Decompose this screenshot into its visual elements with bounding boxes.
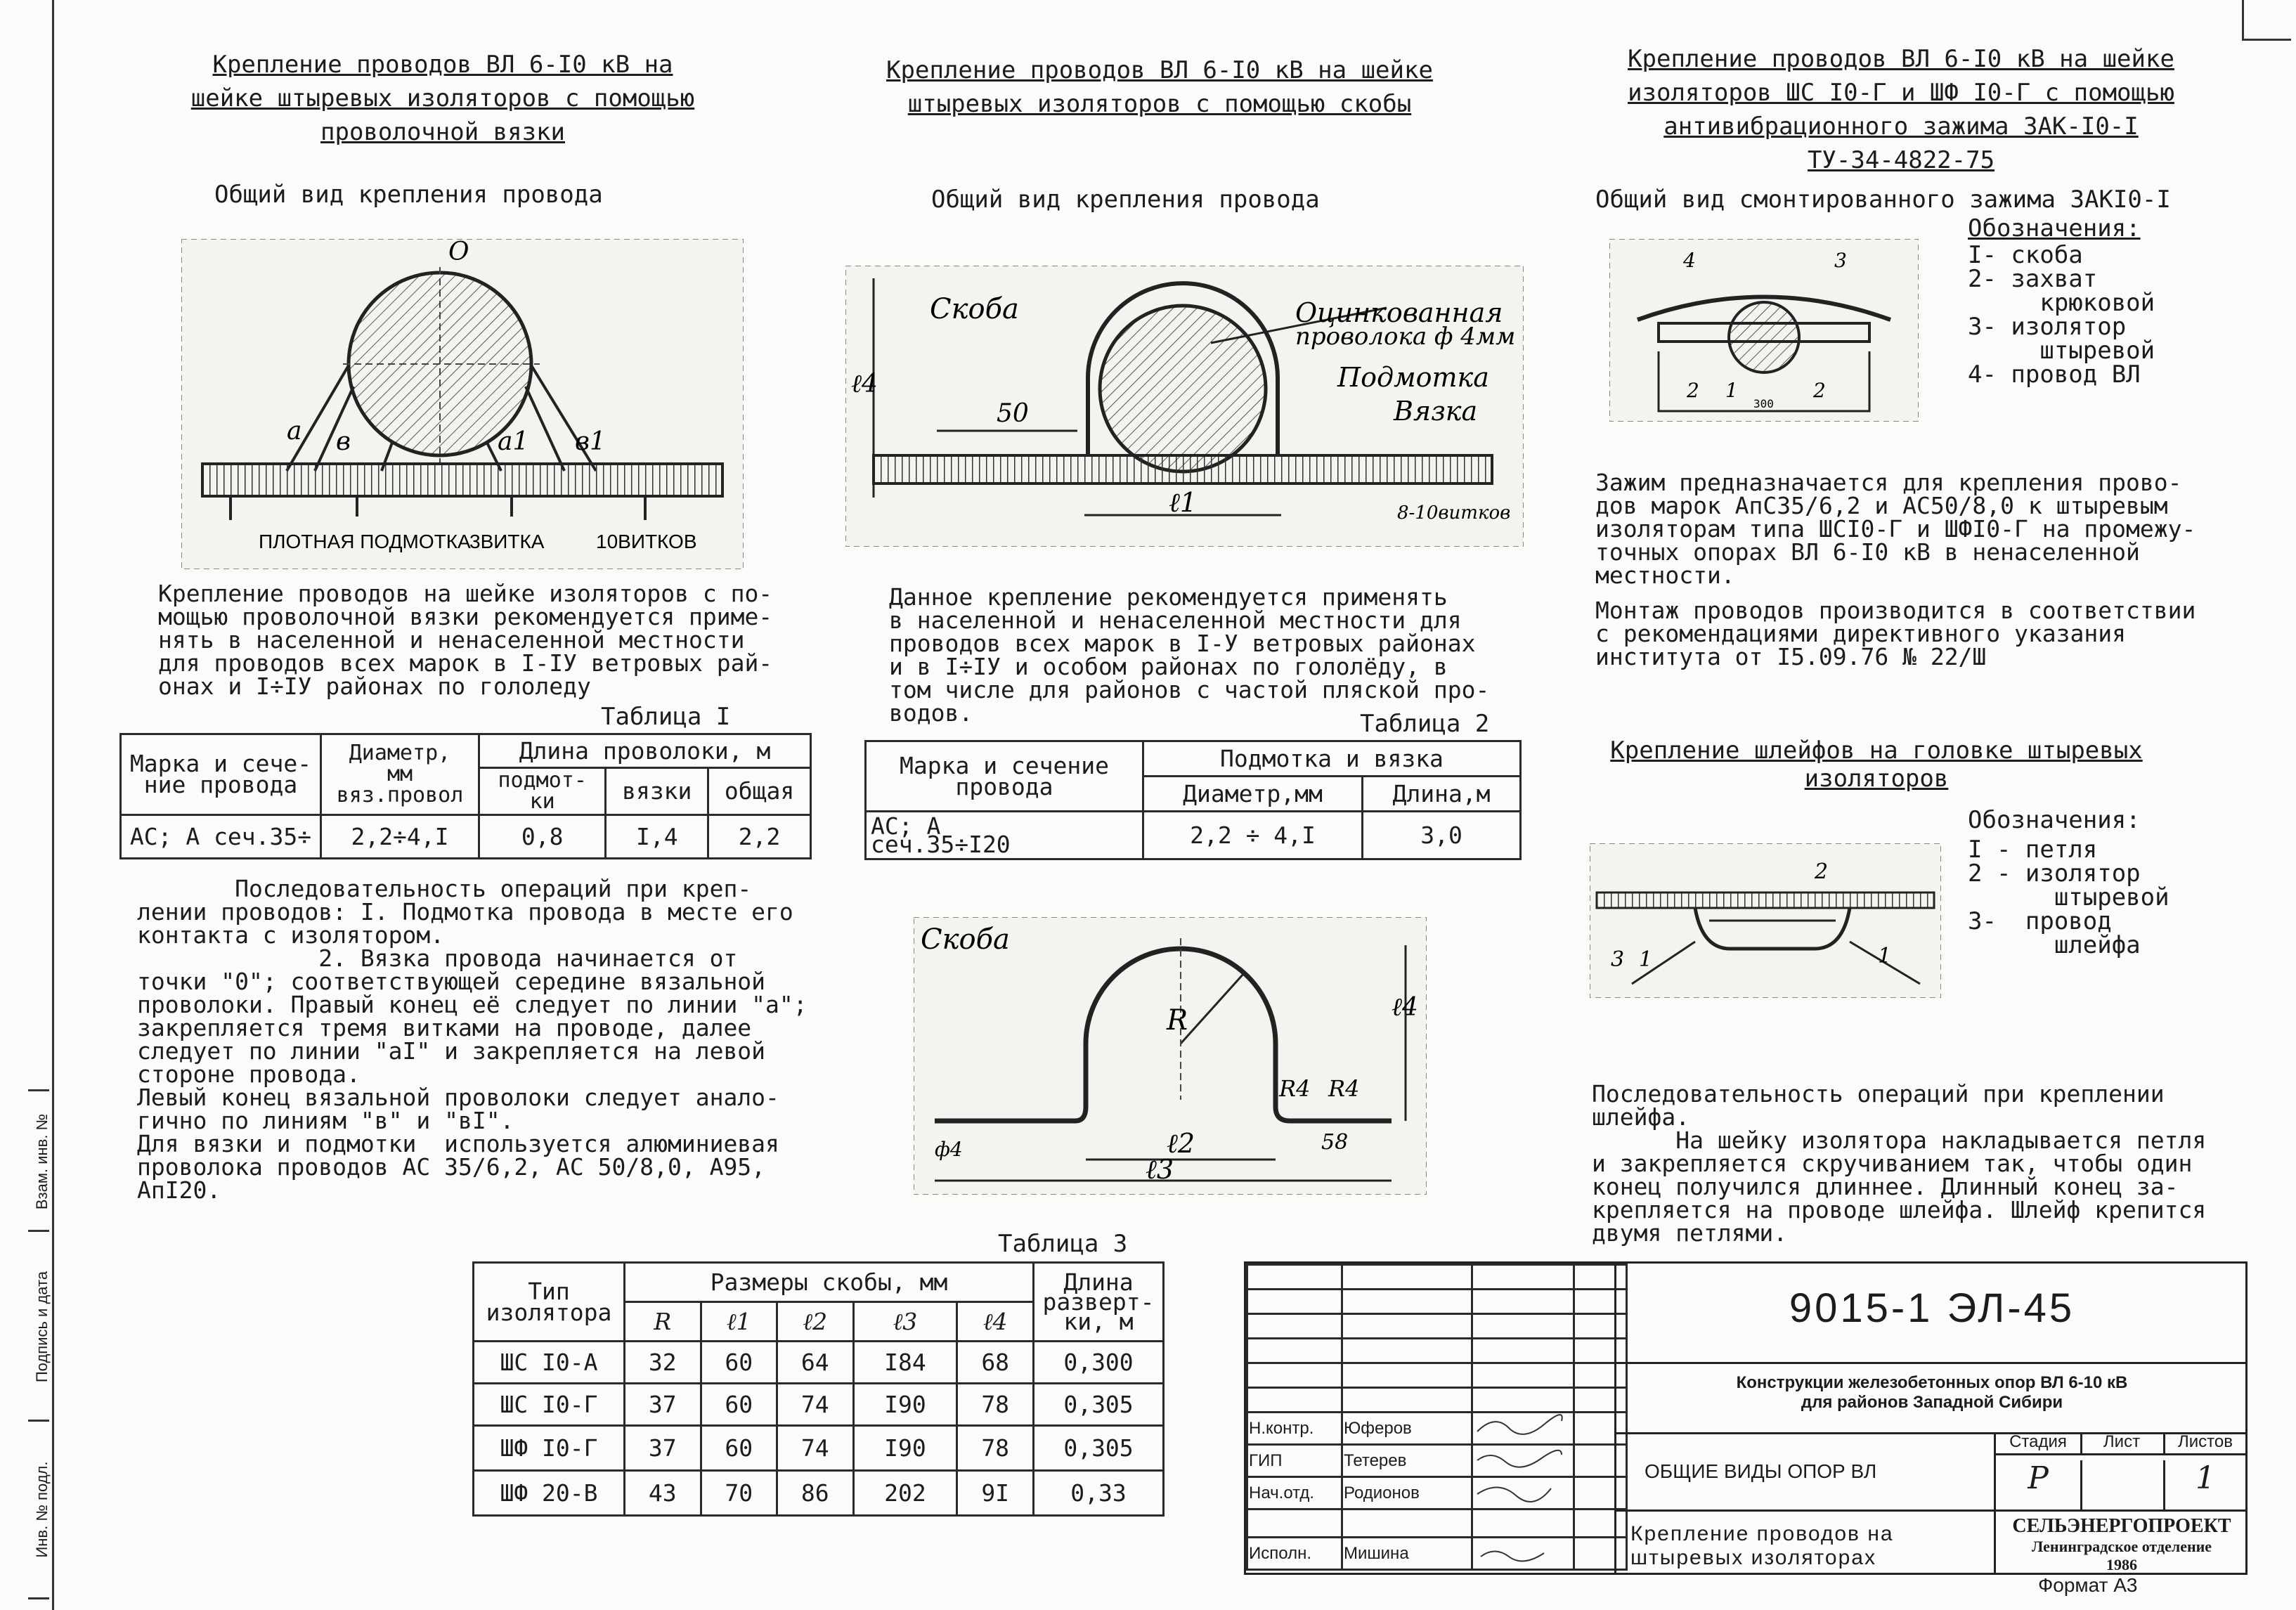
table3-col: R (625, 1302, 701, 1342)
table-row (474, 1342, 1164, 1384)
table-row (1247, 1413, 1627, 1445)
stamp-project-cell (1614, 1362, 2248, 1434)
clamp-n4: 4 (1683, 249, 1696, 272)
table3-h-len: Длина разверт- ки, м (1034, 1263, 1164, 1342)
legend-item: 2- захват (1968, 265, 2098, 293)
left-title (155, 48, 731, 149)
right-text2: Монтаж проводов производится в соответствии с рекомендациями директивного указания института от I5.09.76 № 22/Ш (1595, 597, 2196, 670)
table3-cell: 0,305 (1034, 1384, 1164, 1426)
sign-role: Н.контр. (1247, 1413, 1342, 1445)
signature-mark (1474, 1446, 1565, 1470)
label-l1: ℓ1 (1169, 487, 1198, 518)
table-row (474, 1384, 1164, 1426)
sign-name: Тетерев (1342, 1445, 1472, 1477)
label-skoba2: Скоба (921, 923, 1010, 956)
stamp-sheet-title-cell (1614, 1432, 1996, 1512)
table1-cell: 2,2÷4,I (321, 815, 479, 859)
table3-cell: 202 (853, 1471, 957, 1516)
signature (1472, 1445, 1574, 1477)
table-row (1247, 1477, 1627, 1510)
table-row (121, 815, 811, 859)
loop-n2: 2 (1815, 859, 1829, 884)
sheet-value (2080, 1460, 2165, 1510)
label-d4: ф4 (935, 1138, 963, 1161)
bracket-outline (935, 949, 1392, 1121)
loop-drawing (1590, 843, 1941, 998)
middle-figure2 (914, 917, 1427, 1195)
table3-caption: Таблица 3 (998, 1230, 1128, 1258)
right-subtitle: Общий вид смонтированного зажима ЗАКI0-I (1595, 186, 2171, 214)
label-a: a (287, 417, 302, 446)
legend2-item: шлейфа (1968, 931, 2141, 959)
label-l4-2: ℓ4 (1392, 993, 1418, 1022)
table-row (474, 1426, 1164, 1471)
table3-cell: 32 (625, 1342, 701, 1384)
signature-mark (1474, 1479, 1565, 1502)
sign-name: Юферов (1342, 1413, 1472, 1445)
table1-caption: Таблица I (601, 703, 731, 731)
table3-cell: ШФ 20-В (474, 1471, 625, 1516)
right-figure2 (1590, 843, 1941, 998)
table3-cell: ШС I0-А (474, 1342, 625, 1384)
table-row (866, 812, 1521, 859)
right-text1: Зажим предназначается для крепления прово- дов марок АпС35/6,2 и АС50/8,0 к штыревым изоляторам типа ШСI0-Г и ШФI0-Г на промежу- точных опорах ВЛ 6-I0 кВ в ненаселенной местности. (1595, 469, 2196, 589)
legend2-title: Обозначения: (1968, 806, 2141, 834)
table3-cell: 0,33 (1034, 1471, 1164, 1516)
org-year: 1986 (2106, 1556, 2137, 1573)
label-l3: ℓ3 (1146, 1154, 1174, 1185)
table3-cell: 60 (701, 1426, 777, 1471)
label-50: 50 (997, 399, 1029, 428)
table3-h-dims: Размеры скобы, мм (625, 1263, 1034, 1302)
left-figure (181, 239, 744, 569)
signature (1472, 1477, 1574, 1510)
stamp-code-cell (1614, 1264, 2248, 1364)
table3-cell: 74 (777, 1426, 854, 1471)
margin-label-sign: Подпись и дата (33, 1271, 51, 1383)
legend2-item: I - петля (1968, 836, 2098, 864)
right-legend2 (1968, 808, 2169, 957)
margin-cell-inv (28, 1420, 49, 1599)
legend-item: 4- провод ВЛ (1968, 361, 2141, 389)
signature-mark (1474, 1414, 1565, 1438)
table1-h-mark: Марка и сече- ние провода (121, 734, 321, 815)
left-text2: Последовательность операций при креп- лении проводов: I. Подмотка провода в месте его контакта с изолятором. 2. Вязка провода начинается от точки "0"; соответствующей середине вязальной проволоки. Правый конец её следует по линии "а"; закрепляется тремя витками на проводе, далее следует по линии "аI" и закрепляется на левой стороне провода. Левый конец вязальной проволоки следует анало- гично по линиям "в" и "вI". Для вязки и подмотки используется алюминиевая проволока проводов АС 35/6,2, АС 50/8,0, А95, АпI20. (137, 875, 808, 1204)
table1-cell: 0,8 (479, 815, 606, 859)
legend-title: Обозначения: (1968, 214, 2141, 242)
format-label: Формат А3 (2038, 1574, 2138, 1596)
table2-h-len: Длина,м (1363, 777, 1521, 812)
legend2-item: 2 - изолятор (1968, 859, 2141, 888)
label-R: R (1167, 1004, 1188, 1037)
label-podmotka: Подмотка (1337, 362, 1489, 393)
signature (1472, 1538, 1574, 1570)
table2-h-mark: Марка и сечение провода (866, 741, 1143, 812)
label-skoba: Скоба (930, 293, 1019, 325)
table1-cell: 2,2 (708, 815, 811, 859)
right-title2-line1: Крепление шлейфов на головке штыревых (1610, 736, 2143, 765)
table3-cell: 70 (701, 1471, 777, 1516)
table1-h-len: Длина проволоки, м (479, 734, 811, 768)
label-three-turns: 3ВИТКА (469, 531, 545, 552)
table3-cell: 86 (777, 1471, 854, 1516)
legend-item: I- скоба (1968, 241, 2083, 269)
sign-role: Нач.отд. (1247, 1477, 1342, 1510)
wire-coil (202, 464, 722, 496)
loop-n1b: 1 (1878, 944, 1892, 968)
label-r4b: R4 (1328, 1075, 1360, 1102)
table3-col: ℓ1 (701, 1302, 777, 1342)
table3-cell: I84 (853, 1342, 957, 1384)
bracket-dimensions-drawing (914, 917, 1427, 1195)
table3-cell: 37 (625, 1426, 701, 1471)
table3-col: ℓ3 (853, 1302, 957, 1342)
margin-cell-replace (28, 1089, 49, 1232)
table3-cell: ШС I0-Г (474, 1384, 625, 1426)
table1-h-podm: подмот- ки (479, 768, 606, 815)
label-l2: ℓ2 (1167, 1128, 1195, 1159)
left-title-line3: проволочной вязки (320, 118, 565, 146)
legend2-item: 3- провод (1968, 907, 2112, 935)
right-title-line1: Крепление проводов ВЛ 6-I0 кВ на шейке (1628, 45, 2174, 73)
label-58: 58 (1321, 1130, 1349, 1155)
binding-margin (0, 0, 54, 1610)
signature (1472, 1413, 1574, 1445)
table3-col: ℓ4 (957, 1302, 1034, 1342)
table3-h-type: Тип изолятора (474, 1263, 625, 1342)
table3-cell: 78 (957, 1426, 1034, 1471)
corner-mark (2242, 0, 2244, 39)
table-row (474, 1471, 1164, 1516)
right-title2-line2: изоляторов (1804, 765, 1949, 793)
sign-name: Родионов (1342, 1477, 1472, 1510)
label-ten-turns: 10ВИТКОВ (596, 531, 697, 552)
left-title-line1: Крепление проводов ВЛ 6-I0 кВ на (212, 51, 673, 79)
stamp-org-cell (1994, 1510, 2248, 1573)
clamp-drawing (1609, 239, 1919, 422)
project-title: Конструкции железобетонных опор ВЛ 6-10 кВ (1736, 1373, 2128, 1392)
table2 (864, 740, 1522, 860)
clamp-n3: 3 (1834, 249, 1847, 272)
middle-text1: Данное крепление рекомендуется применять в населенной и ненаселенной местности для проводов всех марок в I-У ветровых районах и в I÷IУ и особом районах по гололёду, в том числе для районов с частой пляской про- водов. (889, 583, 1490, 727)
right-title-line3: антивибрационного зажима ЗАК-I0-I (1663, 112, 2139, 141)
table1-h-total: общая (708, 768, 811, 815)
stamp-drawing-title-cell (1614, 1510, 1996, 1573)
table3-cell: 37 (625, 1384, 701, 1426)
title-block (1244, 1261, 2248, 1575)
signature-mark (1474, 1539, 1565, 1563)
middle-figure1 (845, 266, 1524, 547)
clamp-n2b: 2 (1813, 379, 1826, 402)
right-legend (1968, 216, 2155, 387)
stage-header: Стадия (1996, 1432, 2082, 1455)
label-o: O (448, 239, 469, 266)
sheets-value: 1 (2196, 1460, 2215, 1496)
label-a1: a1 (498, 427, 529, 456)
label-b: в (336, 427, 351, 456)
table2-caption: Таблица 2 (1360, 710, 1490, 738)
table3-cell: 43 (625, 1471, 701, 1516)
org-branch: Ленинградское отделение (2031, 1538, 2212, 1555)
left-text1: Крепление проводов на шейке изоляторов с по- мощью проволочной вязки рекомендуется приме- нять в населенной и ненаселенной местности для проводов всех марок в I-IУ ветровых рай- онах и I÷IУ районах по гололеду (158, 580, 773, 700)
table3-col: ℓ2 (777, 1302, 854, 1342)
middle-title-line1: Крепление проводов ВЛ 6-I0 кВ на шейке (886, 56, 1433, 84)
loop-n1a: 1 (1639, 947, 1653, 972)
right-figure1 (1609, 239, 1919, 422)
margin-label-replace: Взам. инв. № (33, 1113, 51, 1210)
signatures-table (1246, 1264, 1628, 1571)
right-title (1613, 42, 2189, 177)
legend-item: штыревой (1968, 337, 2155, 365)
org-name: СЕЛЬЭНЕРГОПРОЕКТ (2012, 1515, 2231, 1537)
clamp-n1: 1 (1725, 379, 1738, 402)
legend2-item: штыревой (1968, 883, 2169, 911)
sheet-title: ОБЩИЕ ВИДЫ ОПОР ВЛ (1645, 1460, 1877, 1482)
drawing-code: 9015-1 ЭЛ-45 (1789, 1285, 2075, 1331)
loop-n3: 3 (1611, 947, 1625, 972)
table3-cell: 9I (957, 1471, 1034, 1516)
table1-cell: I,4 (606, 815, 708, 859)
sign-role: ГИП (1247, 1445, 1342, 1477)
right-text3: Последовательность операций при креплении шлейфа. На шейку изолятора накладывается петля и закрепляется скручиванием так, чтобы один конец получился длиннее. Длинный конец за- крепляется на проводе шлейфа. Шлейф крепится двумя петлями. (1592, 1080, 2207, 1247)
table3-cell: 74 (777, 1384, 854, 1426)
table-row (1247, 1445, 1627, 1477)
corner-mark (2242, 39, 2291, 41)
table3-cell: I90 (853, 1384, 957, 1426)
legend-item: 3- изолятор (1968, 313, 2127, 341)
table-row (1247, 1538, 1627, 1570)
sheets-header: Листов (2163, 1432, 2248, 1455)
margin-label-inv: Инв. № подл. (33, 1461, 51, 1558)
wire-coil (874, 455, 1492, 483)
table2-h-group: Подмотка и вязка (1143, 741, 1521, 777)
label-turns: 8-10витков (1397, 502, 1511, 524)
table1-h-diam: Диаметр, мм вяз.провол (321, 734, 479, 815)
left-subtitle: Общий вид крепления провода (214, 181, 603, 209)
table1-h-vyaz: вязки (606, 768, 708, 815)
clamp-n2: 2 (1687, 379, 1699, 402)
clamp-300: 300 (1753, 397, 1774, 410)
insulator-circle (1100, 306, 1266, 472)
wire-tie-drawing (181, 239, 744, 569)
table3 (472, 1261, 1165, 1517)
table3-cell: ШФ I0-Г (474, 1426, 625, 1471)
insulator-circle (1729, 302, 1799, 372)
label-wire2: проволока ф 4мм (1295, 323, 1516, 351)
table2-cell: АС; А сеч.35÷I20 (866, 812, 1143, 859)
stamp-stage-cell (1994, 1432, 2248, 1512)
sign-name: Мишина (1342, 1538, 1472, 1570)
table3-cell: 60 (701, 1342, 777, 1384)
label-vyazka: Вязка (1394, 396, 1478, 427)
middle-title (850, 53, 1469, 121)
left-title-line2: шейке штыревых изоляторов с помощью (190, 84, 695, 112)
right-title2 (1595, 736, 2158, 793)
drawing-title-line2: штыревых изоляторах (1630, 1546, 1876, 1569)
right-title-line2: изоляторов ШС I0-Г и ШФ I0-Г с помощью (1628, 79, 2174, 107)
table2-cell: 3,0 (1363, 812, 1521, 859)
stage-value: Р (1996, 1460, 2082, 1510)
table3-cell: I90 (853, 1426, 957, 1471)
sheet-header: Лист (2080, 1432, 2165, 1455)
table3-cell: 78 (957, 1384, 1034, 1426)
table2-h-diam: Диаметр,мм (1143, 777, 1363, 812)
table1-cell: АС; А сеч.35÷ (121, 815, 321, 859)
table3-cell: 64 (777, 1342, 854, 1384)
table3-cell: 0,305 (1034, 1426, 1164, 1471)
table2-cell: 2,2 ÷ 4,I (1143, 812, 1363, 859)
sign-role: Исполн. (1247, 1538, 1342, 1570)
margin-cell-sign (28, 1230, 49, 1422)
label-wire: Оцинкованная (1295, 297, 1503, 328)
label-r4a: R4 (1279, 1075, 1311, 1102)
right-title-line4: ТУ-34-4822-75 (1807, 146, 1995, 174)
table3-cell: 68 (957, 1342, 1034, 1384)
bracket-mount-drawing (845, 266, 1524, 547)
table3-cell: 60 (701, 1384, 777, 1426)
legend-item: крюковой (1968, 289, 2155, 317)
label-l4: ℓ4 (851, 370, 878, 398)
middle-subtitle: Общий вид крепления провода (931, 186, 1320, 214)
middle-title-line2: штыревых изоляторов с помощью скобы (907, 90, 1412, 118)
table1 (119, 733, 812, 859)
project-subtitle: для районов Западной Сибири (1801, 1393, 2063, 1412)
label-dense-wrap: ПЛОТНАЯ ПОДМОТКА (259, 531, 471, 552)
label-b1: в1 (575, 427, 606, 456)
drawing-title-line1: Крепление проводов на (1630, 1522, 1894, 1545)
table3-cell: 0,300 (1034, 1342, 1164, 1384)
